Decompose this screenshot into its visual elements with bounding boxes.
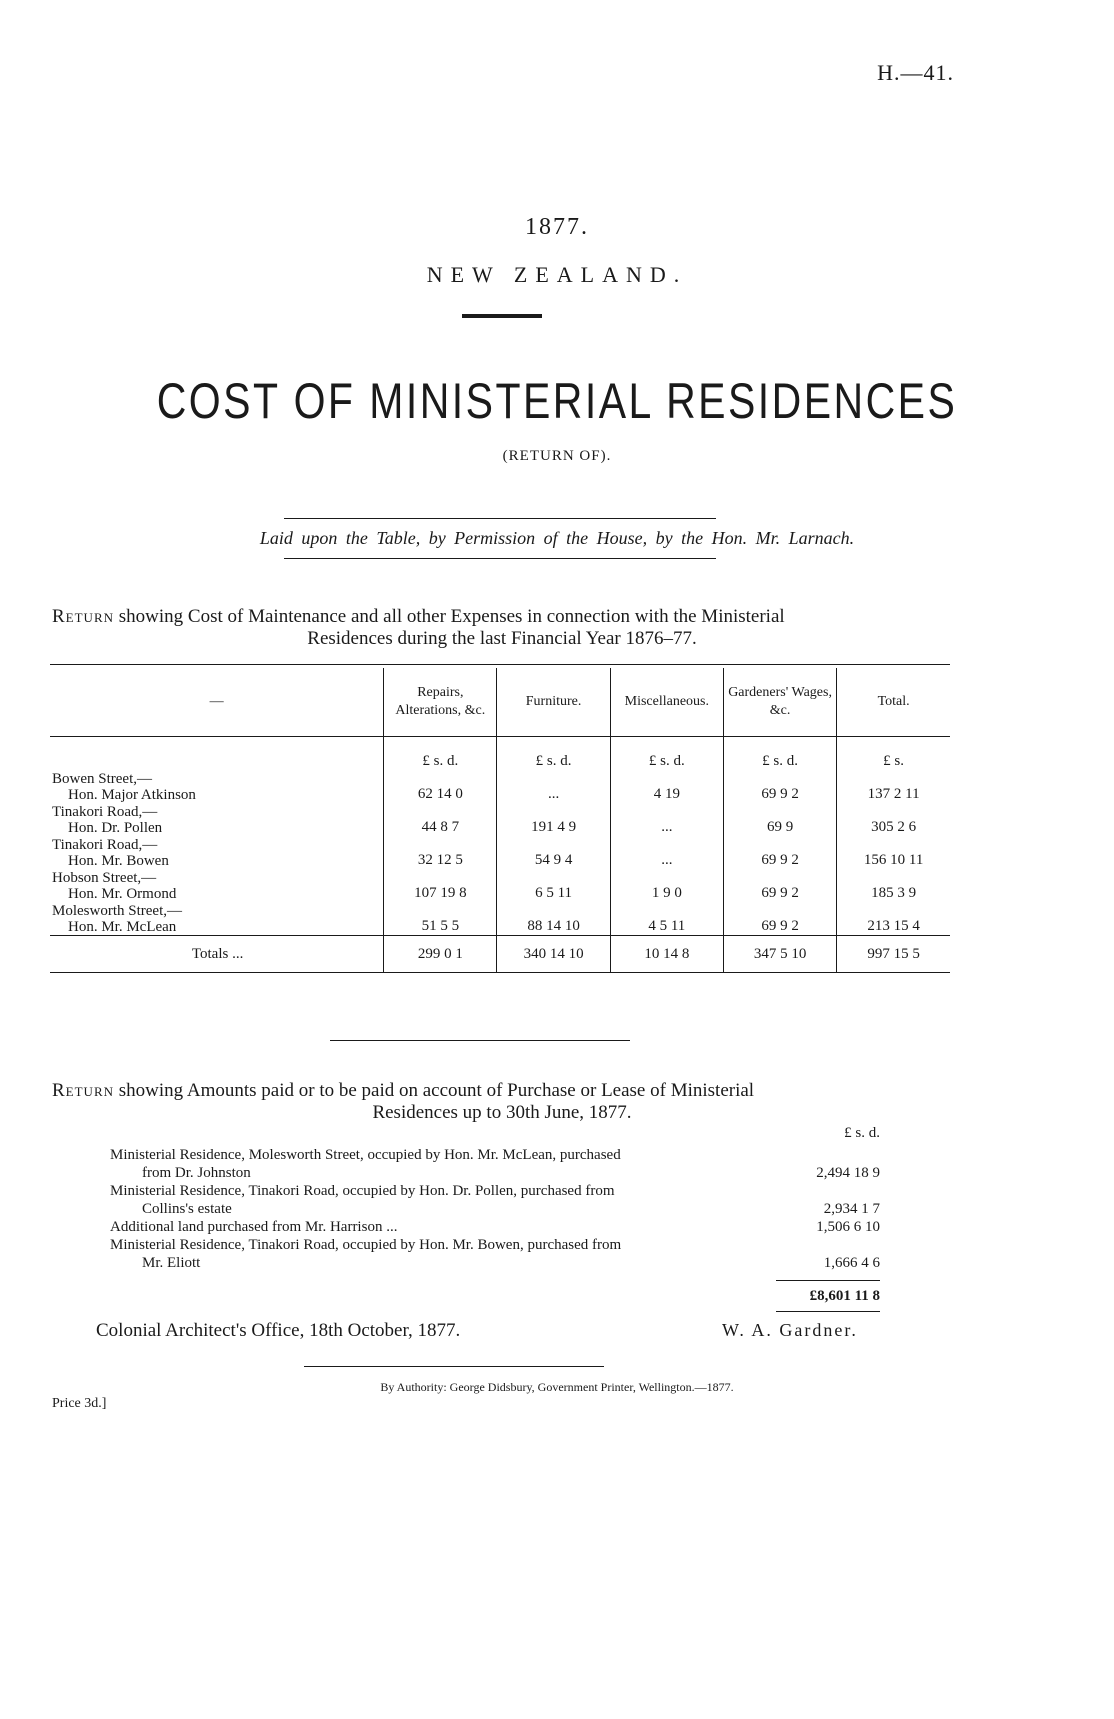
- row-minister: [52, 919, 383, 935]
- cell-misc: 4 5 11: [610, 902, 723, 936]
- cell-wages: 69 9 2: [723, 836, 836, 869]
- amounts-list: [110, 1124, 890, 1310]
- cell-repairs: 62 14 0: [384, 770, 497, 803]
- table-row: [50, 803, 950, 836]
- row-label: [50, 869, 384, 902]
- cell-total: 156 10 11: [837, 836, 950, 869]
- row-street: Tinakori Road,—: [52, 804, 158, 820]
- cell-total: 213 15 4: [837, 902, 950, 936]
- return-line-2: Residences during the last Financial Year 1876–77.: [307, 628, 697, 649]
- table-row: [50, 902, 950, 936]
- unit-cell: £ s. d.: [497, 737, 610, 771]
- document-reference: H.—41.: [877, 60, 954, 85]
- cell-total: 137 2 11: [837, 770, 950, 803]
- item-text: Collins's estate: [142, 1201, 232, 1217]
- header-blank: —: [209, 694, 224, 709]
- row-street: Bowen Street,—: [52, 771, 152, 787]
- return-lead: Return: [52, 606, 115, 627]
- cell-misc: ...: [610, 803, 723, 836]
- list-item: [110, 1146, 890, 1182]
- unit-cell: £ s. d.: [610, 737, 723, 771]
- row-minister: [52, 853, 383, 869]
- amounts-unit: £ s. d.: [844, 1125, 880, 1141]
- row-street: Hobson Street,—: [52, 870, 157, 886]
- unit-cell: £ s.: [837, 737, 950, 771]
- cost-table: [50, 668, 950, 973]
- cell-misc: 4 19: [610, 770, 723, 803]
- return2-line-1: showing Amounts paid or to be paid on account of Purchase or Lease of Ministerial: [118, 1080, 755, 1101]
- cell-repairs: 32 12 5: [384, 836, 497, 869]
- cell-furniture: ...: [497, 770, 610, 803]
- cell-wages: 69 9: [723, 803, 836, 836]
- item-line: [110, 1236, 890, 1254]
- header-repairs: Repairs, Alterations, &c.: [384, 668, 497, 737]
- item-text: Mr. Eliott: [142, 1255, 201, 1271]
- item-line: [110, 1200, 890, 1218]
- cell-repairs: 51 5 5: [384, 902, 497, 936]
- signature: W. A. Gardner.: [722, 1320, 858, 1340]
- return-heading-2: [52, 1080, 952, 1124]
- total-grand: 997 15 5: [837, 936, 950, 973]
- cell-furniture: 191 4 9: [497, 803, 610, 836]
- total-wages: 347 5 10: [723, 936, 836, 973]
- page-title: COST OF MINISTERIAL RESIDENCES: [156, 373, 958, 429]
- minister-name: Hon. Major Atkinson: [68, 787, 196, 803]
- header-wages: Gardeners' Wages, &c.: [723, 668, 836, 737]
- printer-authority: By Authority: George Didsbury, Government Printer, Wellington.—1877.: [380, 1380, 734, 1394]
- row-label: [50, 770, 384, 803]
- row-label: [50, 803, 384, 836]
- cell-furniture: 54 9 4: [497, 836, 610, 869]
- cell-total: 185 3 9: [837, 869, 950, 902]
- cell-misc: ...: [610, 836, 723, 869]
- total-furniture: 340 14 10: [497, 936, 610, 973]
- laid-statement: Laid upon the Table, by Permission of the House, by the Hon. Mr. Larnach.: [259, 528, 855, 548]
- section-divider: [330, 1040, 630, 1041]
- cell-repairs: 107 19 8: [384, 869, 497, 902]
- amounts-total-row: [110, 1280, 890, 1310]
- list-item: [110, 1218, 890, 1236]
- row-street: Molesworth Street,—: [52, 903, 182, 919]
- table-rule-top: [50, 664, 950, 665]
- cell-wages: 69 9 2: [723, 770, 836, 803]
- item-line: [110, 1164, 890, 1182]
- laid-rule-top: [284, 518, 716, 519]
- item-line: [110, 1218, 890, 1236]
- cell-furniture: 88 14 10: [497, 902, 610, 936]
- title-divider: [462, 314, 542, 318]
- item-text: Ministerial Residence, Molesworth Street, occupied by Hon. Mr. McLean, purchased: [110, 1147, 621, 1163]
- minister-name: Hon. Mr. Bowen: [68, 853, 169, 869]
- unit-cell: £ s. d.: [723, 737, 836, 771]
- table-row: [50, 869, 950, 902]
- item-value: 1,666 4 6: [823, 1255, 880, 1271]
- return2-line-2: Residences up to 30th June, 1877.: [372, 1102, 632, 1123]
- unit-cell: £ s. d.: [384, 737, 497, 771]
- item-value: 2,494 18 9: [816, 1165, 880, 1181]
- total-misc: 10 14 8: [610, 936, 723, 973]
- row-minister: [52, 820, 383, 836]
- amounts-total: £8,601 11 8: [776, 1280, 880, 1312]
- row-street: Tinakori Road,—: [52, 837, 158, 853]
- item-line: [110, 1254, 890, 1276]
- row-minister: [52, 787, 383, 803]
- cell-wages: 69 9 2: [723, 902, 836, 936]
- item-text: Ministerial Residence, Tinakori Road, occupied by Hon. Dr. Pollen, purchased from: [110, 1183, 615, 1199]
- footer-rule: [304, 1366, 604, 1367]
- row-minister: [52, 886, 383, 902]
- country-heading: NEW ZEALAND.: [426, 262, 688, 287]
- item-value: 2,934 1 7: [823, 1201, 880, 1217]
- item-text: from Dr. Johnston: [142, 1165, 251, 1181]
- laid-rule-bottom: [284, 558, 716, 559]
- cell-repairs: 44 8 7: [384, 803, 497, 836]
- row-label: [50, 902, 384, 936]
- return2-lead: Return: [52, 1080, 115, 1101]
- document-year: 1877.: [525, 214, 589, 240]
- units-row: [50, 737, 950, 771]
- total-repairs: 299 0 1: [384, 936, 497, 973]
- header-furniture: Furniture.: [497, 668, 610, 737]
- page-subtitle: (RETURN OF).: [502, 448, 612, 464]
- item-value: 1,506 6 10: [816, 1219, 880, 1235]
- office-line: Colonial Architect's Office, 18th October, 1877.: [96, 1320, 461, 1341]
- item-line: [110, 1182, 890, 1200]
- table-row: [50, 770, 950, 803]
- cell-total: 305 2 6: [837, 803, 950, 836]
- header-miscellaneous: Miscellaneous.: [610, 668, 723, 737]
- minister-name: Hon. Dr. Pollen: [68, 820, 163, 836]
- return-line-1: showing Cost of Maintenance and all other Expenses in connection with the Ministerial: [118, 606, 785, 627]
- price-label: Price 3d.]: [52, 1396, 107, 1411]
- amounts-unit-row: [110, 1124, 890, 1146]
- table-row: [50, 836, 950, 869]
- item-text: Ministerial Residence, Tinakori Road, occupied by Hon. Mr. Bowen, purchased from: [110, 1237, 622, 1253]
- totals-label: Totals ...: [191, 946, 244, 962]
- row-label: [50, 836, 384, 869]
- list-item: [110, 1182, 890, 1218]
- item-text: Additional land purchased from Mr. Harrison ...: [110, 1219, 398, 1235]
- return-heading-1: [52, 606, 952, 650]
- minister-name: Hon. Mr. Ormond: [68, 886, 177, 902]
- item-line: [110, 1146, 890, 1164]
- totals-row: [50, 936, 950, 973]
- minister-name: Hon. Mr. McLean: [68, 919, 177, 935]
- cell-furniture: 6 5 11: [497, 869, 610, 902]
- header-total: Total.: [837, 668, 950, 737]
- list-item: [110, 1236, 890, 1276]
- cell-wages: 69 9 2: [723, 869, 836, 902]
- table-header-row: [50, 668, 950, 737]
- cell-misc: 1 9 0: [610, 869, 723, 902]
